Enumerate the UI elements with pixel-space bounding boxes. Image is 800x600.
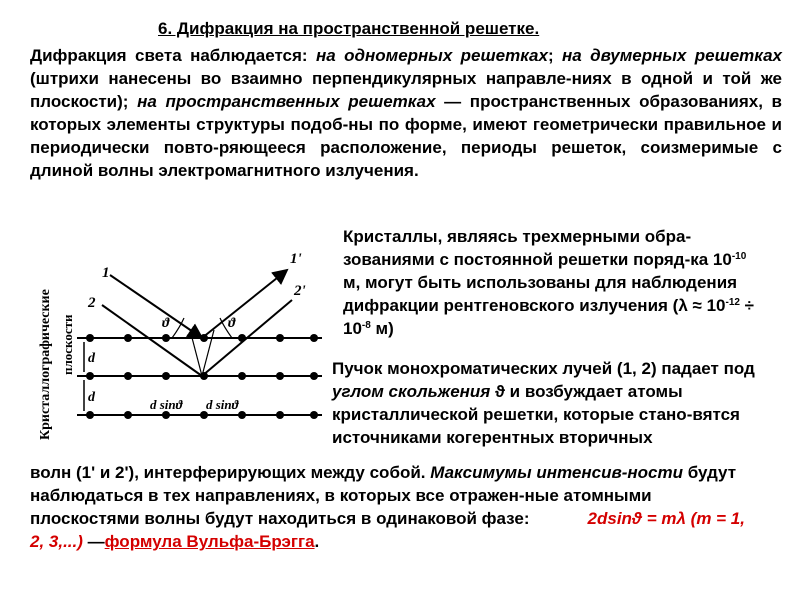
waves-text-2: будут наблюдаться в тех направлениях, в которых все отражен-ные атомными плоскостями волны будут находиться в одинаковой фазе: xyxy=(30,463,737,528)
crystals-text-1: Кристаллы, являясь трехмерными обра-зованиями с постоянной решетки поряд-ка 10 xyxy=(343,227,732,269)
formula-dash: — xyxy=(82,532,105,551)
waves-italic-1: Максимумы интенсив-ности xyxy=(430,463,684,482)
crystals-text-4: ÷ 10 xyxy=(343,296,755,338)
intro-text-2: ; xyxy=(547,46,562,65)
d-label-1: d xyxy=(88,351,95,366)
theta-left: ϑ xyxy=(162,316,170,331)
intro-italic-2: на двумерных решетках xyxy=(562,46,782,65)
reflected-rays xyxy=(202,270,292,376)
waves-text-1: волн (1' и 2'), интерферирующих между собой. xyxy=(30,463,431,482)
intro-text-4: — пространственных образованиях, в которых элементы структуры подоб-ны по форме, имеют геометрически правильное и периодически повто-ряющееся расположение, периоды решеток, соизмеримые с длиной волны электромагнитного излучения. xyxy=(30,92,783,180)
incident-rays xyxy=(102,275,202,376)
ray-2p-label: 2' xyxy=(294,283,306,299)
d-label-2: d xyxy=(88,390,95,405)
intro-paragraph xyxy=(30,44,782,182)
ray-1-label: 1 xyxy=(102,265,110,281)
beam-text-1: Пучок монохроматических лучей (1, 2) падает под xyxy=(332,359,755,378)
crystals-text-5: м) xyxy=(370,319,394,338)
section-title: 6. Дифракция на пространственной решетке. xyxy=(158,19,540,38)
planes-label-2: плоскости xyxy=(60,314,75,375)
bragg-formula: 2dsinϑ = mλ (m = 1, 2, 3,...) xyxy=(30,509,745,551)
intro-text-1: Дифракция света наблюдается: xyxy=(30,46,316,65)
crystals-text-2: м, могут быть использованы для наблюдения дифракции рентгеновского излучения (λ xyxy=(343,273,738,315)
dsin-left: d sinϑ xyxy=(150,397,183,412)
beam-text-2: ϑ и возбуждает атомы кристаллической решетки, которые стано-вятся источниками когерентных вторичных xyxy=(332,382,740,447)
intro-text-3: (штрихи нанесены во взаимно перпендикулярных направле-ниях в одной и той же плоскости); xyxy=(30,69,782,111)
intro-italic-3: на пространственных решетках xyxy=(137,92,436,111)
ray-2-label: 2 xyxy=(88,295,96,311)
approx-symbol: ≈ xyxy=(692,296,702,315)
theta-right: ϑ xyxy=(228,316,236,331)
path-difference xyxy=(172,318,232,376)
ray-1p-label: 1' xyxy=(290,251,302,267)
crystal-planes xyxy=(77,338,322,415)
intro-italic-1: на одномерных решетках xyxy=(315,46,548,65)
crystals-exp-3: -8 xyxy=(361,320,371,331)
crystals-exp-2: -12 xyxy=(725,297,740,308)
waves-end: . xyxy=(314,532,320,551)
crystals-text-3: 10 xyxy=(701,296,726,315)
bragg-formula-name: формула Вульфа-Брэгга xyxy=(104,532,315,551)
planes-label: Кристаллографические xyxy=(38,289,53,440)
crystals-exp-1: -10 xyxy=(731,251,747,262)
bragg-diffraction-diagram xyxy=(22,215,327,450)
dsin-right: d sinϑ xyxy=(206,397,239,412)
beam-italic-1: углом скольжения xyxy=(332,382,491,401)
beam-paragraph xyxy=(332,357,792,449)
waves-paragraph xyxy=(30,461,750,553)
crystals-paragraph xyxy=(343,225,763,340)
